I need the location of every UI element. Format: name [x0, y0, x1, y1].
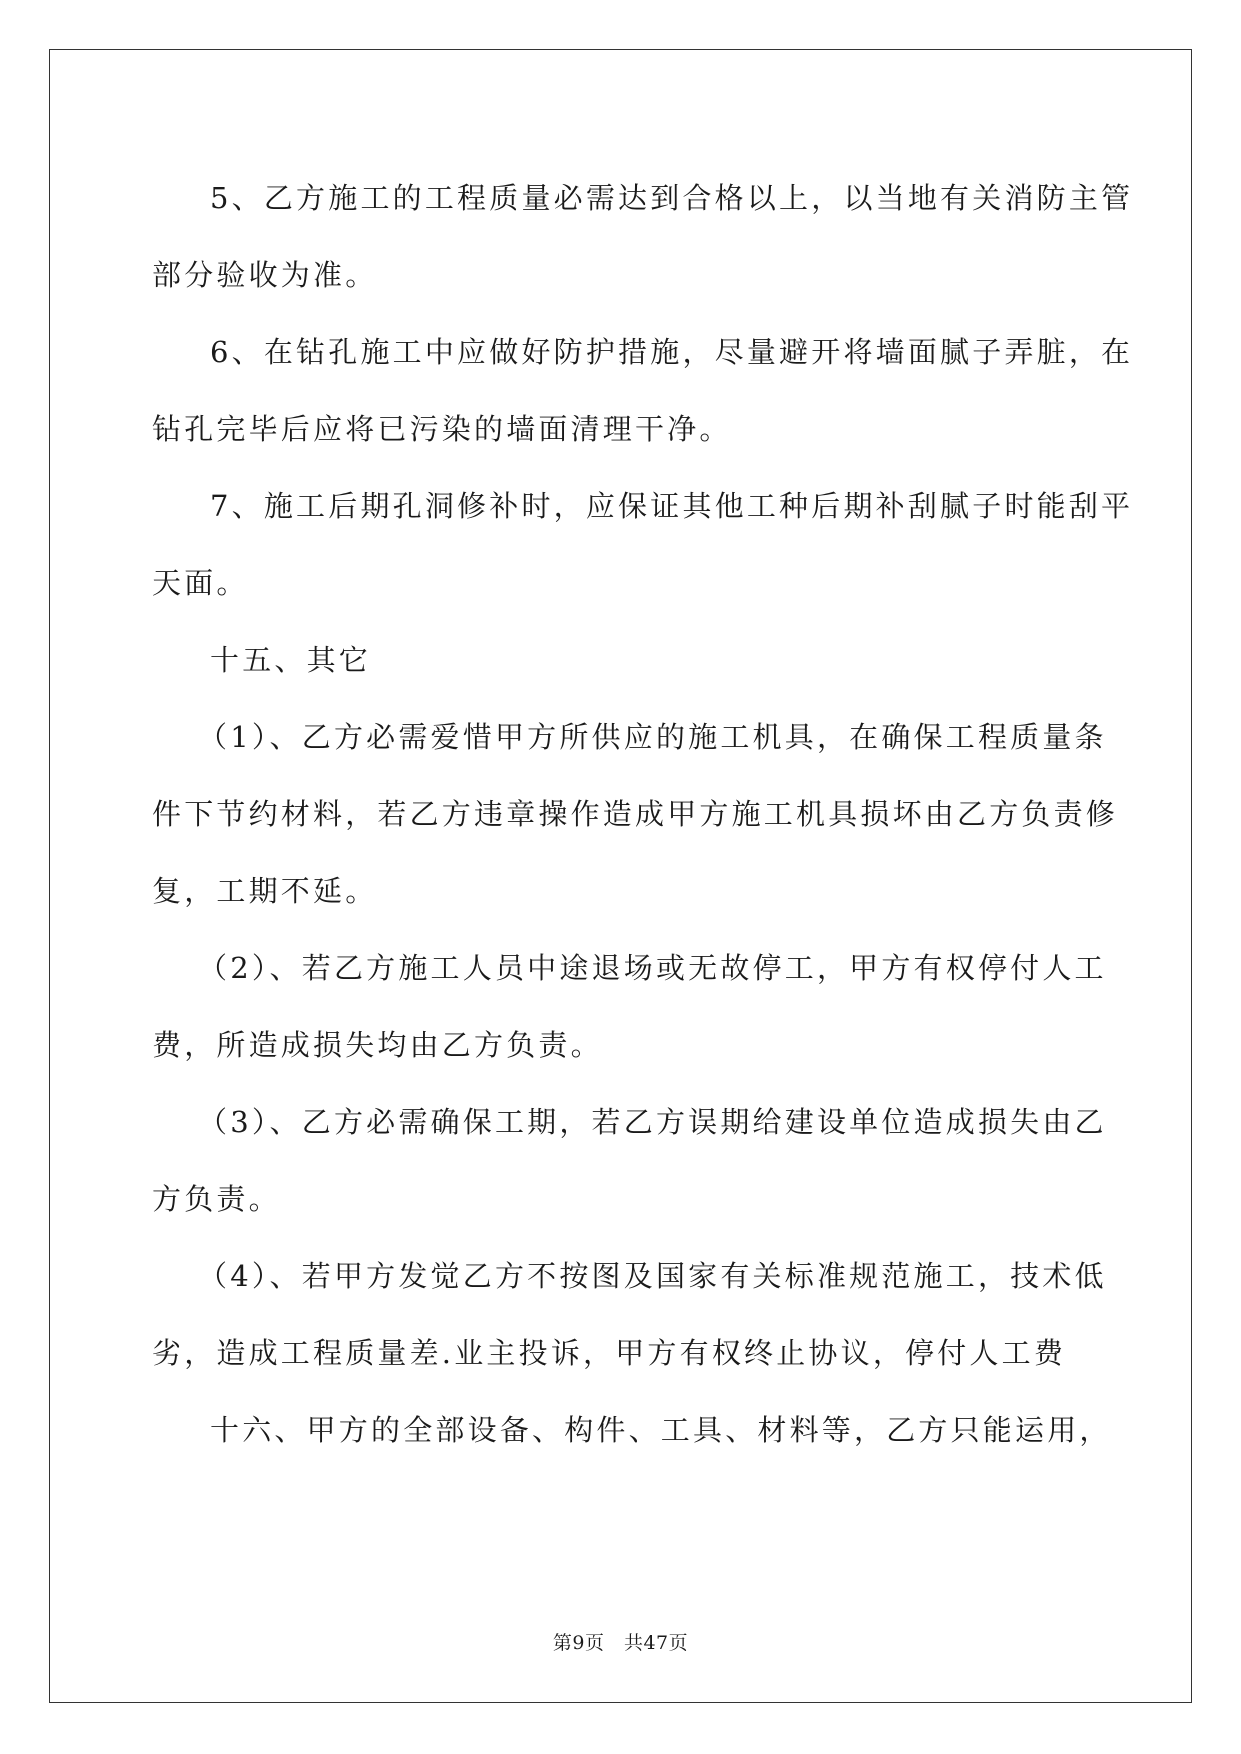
page-number-footer: 第9页 共47页 — [552, 1632, 689, 1654]
paragraph-line: 复，工期不延。 — [152, 874, 378, 908]
paragraph-line: 费，所造成损失均由乙方负责。 — [152, 1028, 603, 1062]
paragraph-line: 天面。 — [152, 566, 249, 600]
paragraph-line: （3）、乙方必需确保工期，若乙方误期给建设单位造成损失由乙 — [198, 1105, 1107, 1139]
document-body — [152, 160, 1134, 1469]
paragraph-line: 劣，造成工程质量差.业主投诉，甲方有权终止协议，停付人工费 — [152, 1336, 1067, 1370]
paragraph-line: 部分验收为准。 — [152, 258, 378, 292]
paragraph-line: 钻孔完毕后应将已污染的墙面清理干净。 — [152, 412, 732, 446]
section-heading: 十五、其它 — [210, 643, 372, 677]
paragraph-line: 件下节约材料，若乙方违章操作造成甲方施工机具损坏由乙方负责修 — [152, 797, 1119, 831]
section-heading: 十六、甲方的全部设备、构件、工具、材料等，乙方只能运用， — [210, 1413, 1112, 1447]
paragraph-line: 方负责。 — [152, 1182, 281, 1216]
paragraph-line: 5、乙方施工的工程质量必需达到合格以上，以当地有关消防主管 — [210, 181, 1134, 215]
paragraph-line: 6、在钻孔施工中应做好防护措施，尽量避开将墙面腻子弄脏，在 — [210, 335, 1134, 369]
paragraph-line: 7、施工后期孔洞修补时，应保证其他工种后期补刮腻子时能刮平 — [210, 489, 1134, 523]
paragraph-line: （2）、若乙方施工人员中途退场或无故停工，甲方有权停付人工 — [198, 951, 1107, 985]
paragraph-line: （1）、乙方必需爱惜甲方所供应的施工机具，在确保工程质量条 — [198, 720, 1107, 754]
paragraph-line: （4）、若甲方发觉乙方不按图及国家有关标准规范施工，技术低 — [198, 1259, 1107, 1293]
